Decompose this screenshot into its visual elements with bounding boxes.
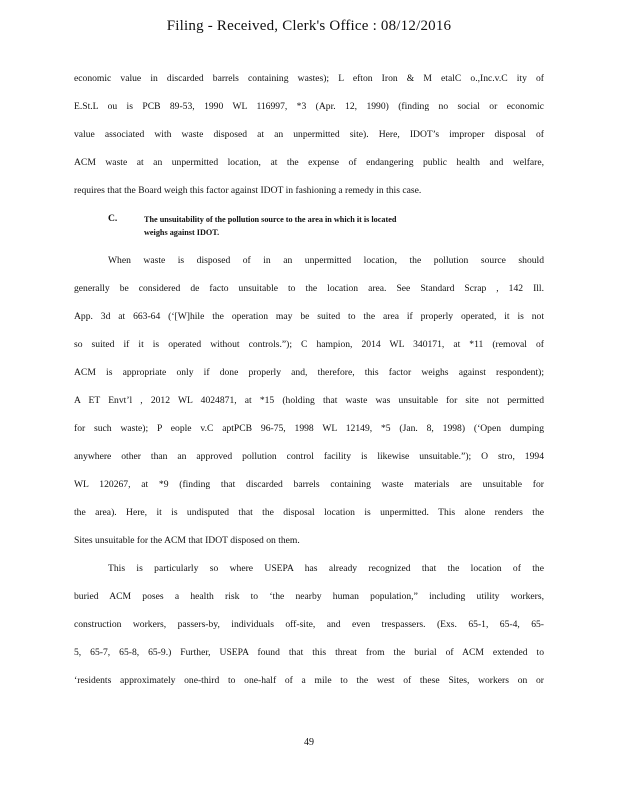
para2-line-11: Sites unsuitable for the ACM that IDOT disposed on them. xyxy=(74,535,300,546)
para2-line-2: generally be considered de facto unsuitable to the location area. See Standard Scrap , 142 Ill. xyxy=(74,283,544,294)
para2-line-10: the area). Here, it is undisputed that the disposal location is unpermitted. This alone renders the xyxy=(74,507,544,518)
para3-line-4: 5, 65-7, 65-8, 65-9.) Further, USEPA found that this threat from the burial of ACM extended to xyxy=(74,647,544,658)
para2-line-1: When waste is disposed of in an unpermitted location, the pollution source should xyxy=(108,255,544,266)
para2-line-3: App. 3d at 663-64 (‘[W]hile the operation may be suited to the area if properly operated, it is not xyxy=(74,311,544,322)
body-line-3: value associated with waste disposed at an unpermitted site). Here, IDOT’s improper disposal of xyxy=(74,129,544,140)
section-heading-line-1: The unsuitability of the pollution source to the area in which it is located xyxy=(144,215,397,224)
filing-header: Filing - Received, Clerk's Office : 08/12/2016 xyxy=(166,18,452,34)
para2-line-6: A ET Envt’l , 2012 WL 4024871, at *15 (holding that waste was unsuitable for site not permitted xyxy=(74,395,544,406)
body-line-4: ACM waste at an unpermitted location, at the expense of endangering public health and welfare, xyxy=(74,157,544,168)
body-line-1: economic value in discarded barrels containing wastes); L efton Iron & M etalC o.,Inc.v.C ity of xyxy=(74,73,544,84)
para3-line-5: ‘residents approximately one-third to one-half of a mile to the west of these Sites, workers on or xyxy=(74,675,544,686)
para2-line-4: so suited if it is operated without controls.”); C hampion, 2014 WL 340171, at *11 (removal of xyxy=(74,339,544,350)
page-number: 49 xyxy=(304,737,314,748)
para2-line-5: ACM is appropriate only if done properly and, therefore, this factor weighs against respondent); xyxy=(74,367,544,378)
body-line-5: requires that the Board weigh this factor against IDOT in fashioning a remedy in this case. xyxy=(74,185,422,196)
para3-line-1: This is particularly so where USEPA has already recognized that the location of the xyxy=(108,563,544,574)
section-heading-line-2: weighs against IDOT. xyxy=(144,228,220,237)
para3-line-2: buried ACM poses a health risk to ‘the nearby human population,” including utility workers, xyxy=(74,591,544,602)
para2-line-7: for such waste); P eople v.C aptPCB 96-75, 1998 WL 12149, *5 (Jan. 8, 1998) (‘Open dumping xyxy=(74,423,544,434)
section-heading-letter: C. xyxy=(108,213,118,224)
para3-line-3: construction workers, passers-by, individuals off-site, and even trespassers. (Exs. 65-1, 65-4, 65- xyxy=(74,619,544,630)
para2-line-9: WL 120267, at *9 (finding that discarded barrels containing waste materials are unsuitable for xyxy=(74,479,544,490)
body-line-2: E.St.L ou is PCB 89-53, 1990 WL 116997, *3 (Apr. 12, 1990) (finding no social or economic xyxy=(74,101,544,112)
para2-line-8: anywhere other than an approved pollution control facility is likewise unsuitable.”); O stro, 1994 xyxy=(74,451,544,462)
